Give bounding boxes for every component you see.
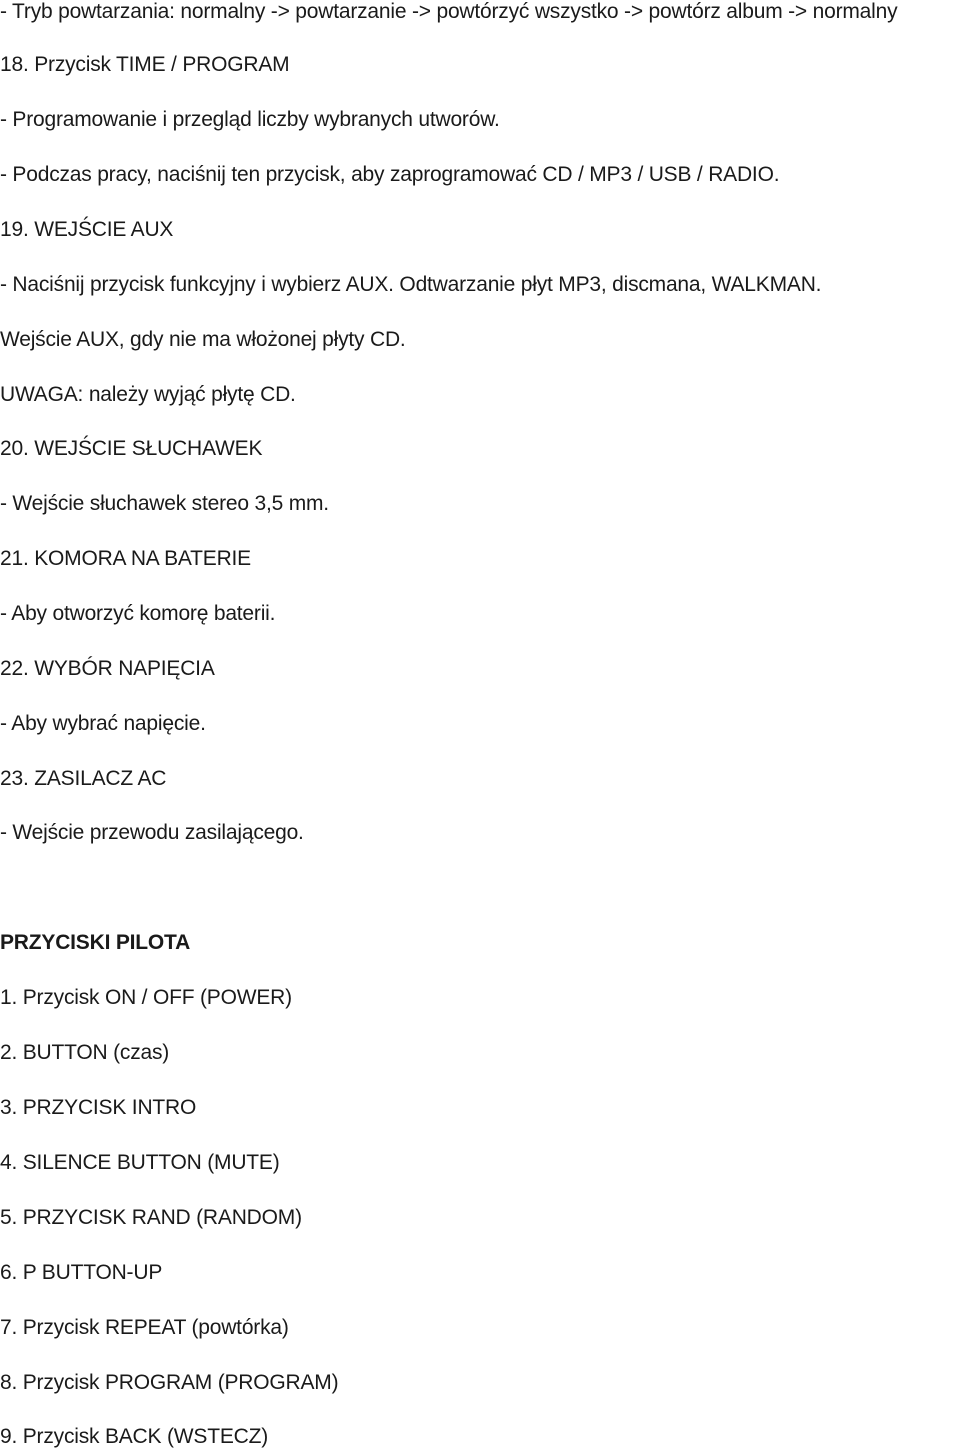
- remote-item: 8. Przycisk PROGRAM (PROGRAM): [0, 1371, 339, 1394]
- item-19-description-1: - Naciśnij przycisk funkcyjny i wybierz AUX. Odtwarzanie płyt MP3, discmana, WALKMAN.: [0, 273, 822, 296]
- item-19-note: UWAGA: należy wyjąć płytę CD.: [0, 383, 296, 406]
- repeat-mode-line: - Tryb powtarzania: normalny -> powtarzanie -> powtórzyć wszystko -> powtórz album -> normalny: [0, 0, 898, 23]
- item-21-title: 21. KOMORA NA BATERIE: [0, 547, 251, 570]
- item-19-title: 19. WEJŚCIE AUX: [0, 218, 174, 241]
- remote-item: 9. Przycisk BACK (WSTECZ): [0, 1425, 269, 1448]
- item-19-description-2: Wejście AUX, gdy nie ma włożonej płyty CD.: [0, 328, 406, 351]
- item-23-description: - Wejście przewodu zasilającego.: [0, 821, 304, 844]
- remote-item: 6. P BUTTON-UP: [0, 1261, 163, 1284]
- item-18-title: 18. Przycisk TIME / PROGRAM: [0, 53, 290, 76]
- item-23-title: 23. ZASILACZ AC: [0, 767, 167, 790]
- item-18-description-2: - Podczas pracy, naciśnij ten przycisk, aby zaprogramować CD / MP3 / USB / RADIO.: [0, 163, 780, 186]
- remote-item: 2. BUTTON (czas): [0, 1041, 170, 1064]
- remote-item: 3. PRZYCISK INTRO: [0, 1096, 197, 1119]
- remote-item: 7. Przycisk REPEAT (powtórka): [0, 1316, 289, 1339]
- item-18-description-1: - Programowanie i przegląd liczby wybranych utworów.: [0, 108, 500, 131]
- remote-buttons-heading: PRZYCISKI PILOTA: [0, 931, 191, 954]
- item-22-title: 22. WYBÓR NAPIĘCIA: [0, 657, 215, 680]
- remote-item: 5. PRZYCISK RAND (RANDOM): [0, 1206, 302, 1229]
- remote-item: 1. Przycisk ON / OFF (POWER): [0, 986, 292, 1009]
- item-20-title: 20. WEJŚCIE SŁUCHAWEK: [0, 437, 263, 460]
- item-21-description: - Aby otworzyć komorę baterii.: [0, 602, 276, 625]
- remote-item: 4. SILENCE BUTTON (MUTE): [0, 1151, 280, 1174]
- item-22-description: - Aby wybrać napięcie.: [0, 712, 206, 735]
- item-20-description: - Wejście słuchawek stereo 3,5 mm.: [0, 492, 329, 515]
